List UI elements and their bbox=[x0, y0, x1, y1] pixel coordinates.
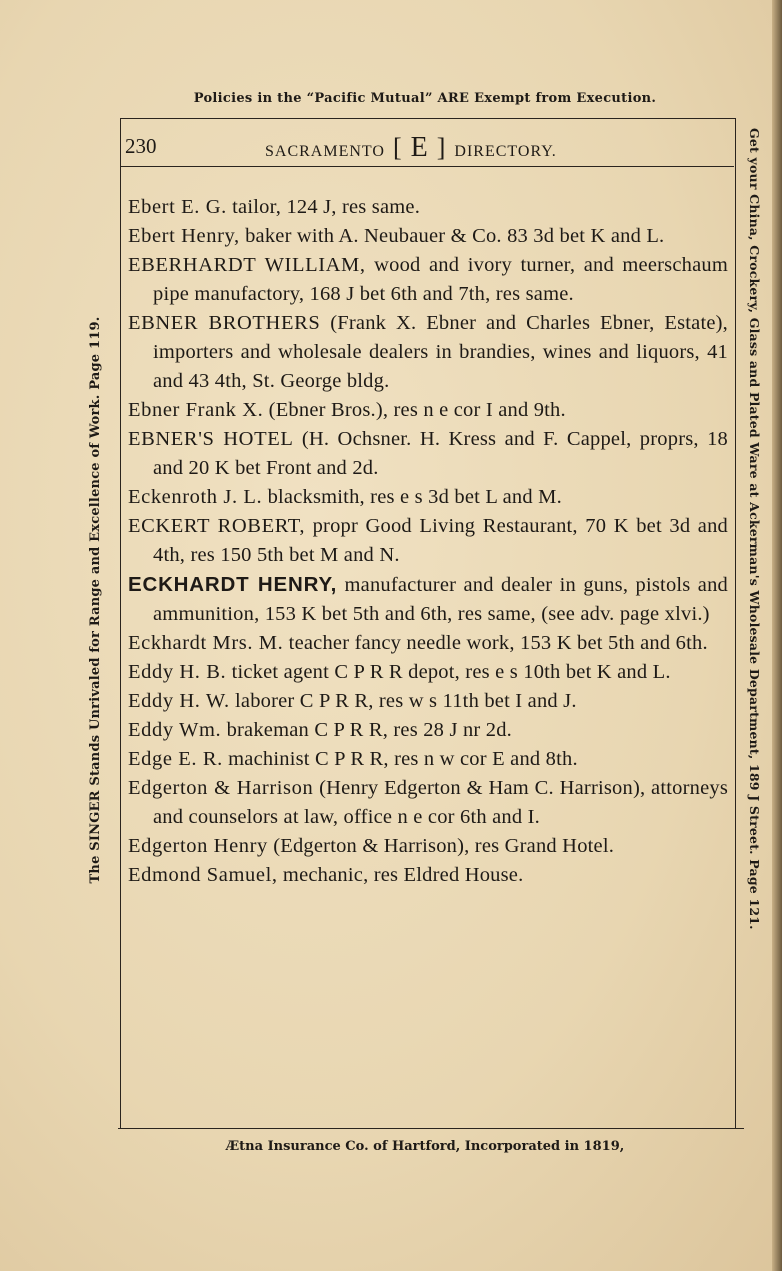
entry-details: mechanic, res Eldred House. bbox=[277, 864, 524, 886]
entry-name: Edgerton & Harrison bbox=[128, 777, 314, 799]
bottom-advertisement: Ætna Insurance Co. of Hartford, Incorporated in 1819, bbox=[225, 1139, 625, 1154]
directory-entry bbox=[128, 774, 728, 832]
entry-name: ECKHARDT HENRY, bbox=[128, 573, 338, 596]
bottom-rule bbox=[118, 1128, 744, 1129]
top-advertisement: Policies in the “Pacific Mutual” ARE Exempt from Execution. bbox=[193, 91, 657, 106]
entry-name: Edmond Samuel, bbox=[128, 864, 278, 886]
entry-details: blacksmith, res e s 3d bet L and M. bbox=[262, 486, 562, 508]
right-margin-advertisement: Get your China, Crockery, Glass and Plated Ware at Ackerman's Wholesale Department, 189 J Street. Page 121. bbox=[747, 128, 762, 930]
directory-entries bbox=[128, 193, 728, 890]
directory-entry bbox=[128, 570, 728, 629]
entry-name: EBNER'S HOTEL bbox=[128, 428, 294, 450]
entry-name: Ebner Frank X. bbox=[128, 399, 264, 421]
close-bracket: ] bbox=[436, 133, 447, 162]
entry-details: teacher fancy needle work, 153 K bet 5th and 6th. bbox=[283, 632, 708, 654]
directory-entry bbox=[128, 396, 728, 425]
directory-entry bbox=[128, 483, 728, 512]
entry-name: Ebert E. G. bbox=[128, 196, 227, 218]
entry-details: (Henry Edgerton & Ham C. Harrison), attorneys and counselors at law, office n e cor 6th and I. bbox=[153, 777, 728, 828]
left-margin-advertisement: The SINGER Stands Unrivaled for Range and Excellence of Work. Page 119. bbox=[88, 316, 103, 884]
directory-entry bbox=[128, 222, 728, 251]
entry-details: ticket agent C P R R depot, res e s 10th bet K and L. bbox=[226, 661, 671, 683]
entry-details: brakeman C P R R, res 28 J nr 2d. bbox=[221, 719, 512, 741]
directory-entry bbox=[128, 309, 728, 396]
entry-name: Eddy H. W. bbox=[128, 690, 230, 712]
directory-entry bbox=[128, 251, 728, 309]
running-header bbox=[120, 126, 734, 167]
entry-name: Eckhardt Mrs. M. bbox=[128, 632, 284, 654]
directory-entry bbox=[128, 832, 728, 861]
entry-details: manufacturer and dealer in guns, pistols and ammunition, 153 K bet 5th and 6th, res same, (see adv. page xlvi.) bbox=[153, 574, 729, 625]
directory-entry bbox=[128, 629, 728, 658]
open-bracket: [ bbox=[392, 133, 403, 162]
entry-name: Ebert Henry, bbox=[128, 225, 240, 247]
entry-details: machinist C P R R, res n w cor E and 8th. bbox=[222, 748, 578, 770]
entry-details: (Frank X. Ebner and Charles Ebner, Estate), importers and wholesale dealers in brandies, wines and liquors, 41 and 43 4th, St. George bldg. bbox=[153, 312, 729, 392]
running-title-left: SACRAMENTO bbox=[265, 143, 385, 160]
entry-details: propr Good Living Restaurant, 70 K bet 3d and 4th, res 150 5th bet M and N. bbox=[153, 515, 728, 566]
entry-details: baker with A. Neubauer & Co. 83 3d bet K and L. bbox=[239, 225, 665, 247]
entry-name: ECKERT ROBERT, bbox=[128, 515, 306, 537]
entry-details: (Edgerton & Harrison), res Grand Hotel. bbox=[267, 835, 615, 857]
running-title bbox=[265, 132, 557, 164]
directory-entry bbox=[128, 658, 728, 687]
section-letter: E bbox=[410, 132, 429, 163]
entry-name: Edgerton Henry bbox=[128, 835, 268, 857]
directory-entry bbox=[128, 687, 728, 716]
entry-name: Eddy Wm. bbox=[128, 719, 222, 741]
entry-details: wood and ivory turner, and meerschaum pipe manufactory, 168 J bet 6th and 7th, res same. bbox=[153, 254, 729, 305]
directory-entry bbox=[128, 425, 728, 483]
entry-details: laborer C P R R, res w s 11th bet I and J. bbox=[229, 690, 577, 712]
directory-entry bbox=[128, 716, 728, 745]
entry-details: (Ebner Bros.), res n e cor I and 9th. bbox=[263, 399, 566, 421]
entry-name: Eddy H. B. bbox=[128, 661, 227, 683]
directory-entry bbox=[128, 861, 728, 890]
entry-name: Eckenroth J. L. bbox=[128, 486, 263, 508]
directory-entry bbox=[128, 745, 728, 774]
directory-entry bbox=[128, 193, 728, 222]
entry-name: Edge E. R. bbox=[128, 748, 223, 770]
entry-name: EBNER BROTHERS bbox=[128, 312, 321, 334]
entry-details: tailor, 124 J, res same. bbox=[226, 196, 421, 218]
page-number: 230 bbox=[125, 134, 157, 158]
entry-name: EBERHARDT WILLIAM, bbox=[128, 254, 366, 276]
page-edge-shadow bbox=[772, 0, 782, 1271]
running-title-right: DIRECTORY. bbox=[454, 143, 557, 160]
directory-entry bbox=[128, 512, 728, 570]
entry-details: (H. Ochsner. H. Kress and F. Cappel, proprs, 18 and 20 K bet Front and 2d. bbox=[153, 428, 728, 479]
